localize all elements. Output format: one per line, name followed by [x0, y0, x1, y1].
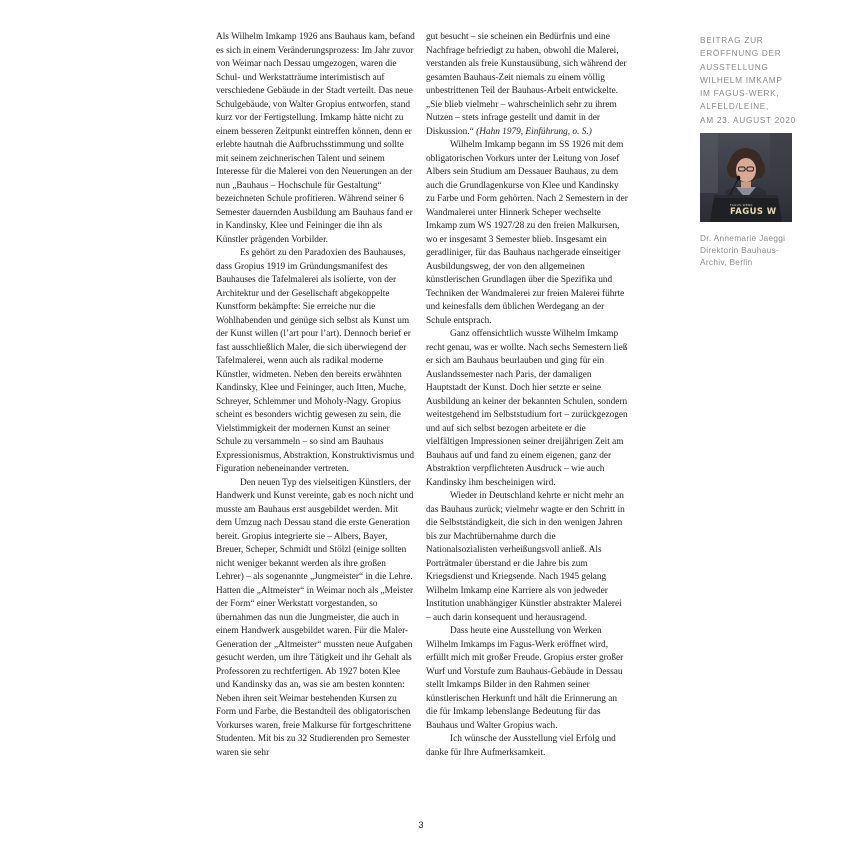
- body-paragraph: [216, 477, 416, 761]
- paragraph-text: Als Wilhelm Imkamp 1926 ans Bauhaus kam, befand es sich in einem Veränderungsprozess: Im Jahr zuvor von Weimar nach Dessau umgezogen, waren die Schul- und Werkstatträume interimistisch auf verschiedene Gebäude in der Stadt verteilt. Das neue Schulgebäude, von Walter Gropius entworfen, stand kurz vor der Fertigstellung. Imkamp hätte nicht zu einem besseren Zeitpunkt eintreffen können, denn er erlebte hautnah die Aufbruchsstimmung und sollte mit seinem zeichnerischen Talent und seinem Interesse für die Malerei von den Neuerungen an der nun „Bauhaus – Hochschule für Gestaltung“ bezeichneten Schule profitieren. Während seiner 6 Semester dauernden Ausbildung am Bauhaus fand er in Kandinsky, Klee und Feininger die ihn als Künstler prägenden Vorbilder.: [216, 32, 415, 245]
- sidebar-heading-line: WILHELM IMKAMP: [700, 74, 783, 85]
- sidebar-heading-line: ALFELD/LEINE,: [700, 101, 770, 112]
- article-column-left: [216, 31, 416, 760]
- caption-line: Dr. Annemarie Jaeggi: [700, 233, 786, 243]
- body-paragraph: [216, 247, 416, 477]
- speaker-portrait-photo: [700, 133, 792, 222]
- article-column-middle: [426, 31, 628, 760]
- page-number: 3: [418, 820, 424, 830]
- paragraph-text: Ganz offensichtlich wusste Wilhelm Imkamp recht genau, was er wollte. Nach sechs Semestern ließ er sich am Bauhaus beurlauben und ging für ein Auslandssemester nach Paris, der damaligen Hauptstadt der Kunst. Doch hier setzte er seine Ausbildung an keiner der bekannten Schulen, sondern weitestgehend im Selbststudium fort – zurückgezogen und auf sich selbst bezogen arbeitete er die vielfältigen Impressionen seiner dreijährigen Zeit am Bauhaus auf und fand zu einem eigenen, ganz der Abstraktion verpflichteten Ausdruck – wie auch Kandinsky ihm bescheinigen wird.: [426, 329, 628, 488]
- podium-label-small: FAGUS-WERK: [730, 203, 753, 207]
- sidebar-heading-line: AUSSTELLUNG: [700, 61, 769, 72]
- body-paragraph: [426, 625, 628, 733]
- paragraph-text: Dass heute eine Ausstellung von Werken Wilhelm Imkamps im Fagus-Werk eröffnet wird, erfüllt mich mit großer Freude. Gropius erster großer Wurf und Vorstufe zum Bauhaus-Gebäude in Dessau stellt Imkamps Bilder in den Rahmen seiner künstlerischen Herkunft und hält die Erinnerung an die für Imkamp lebenslange Bedeutung für das Bauhaus und Walter Gropius wach.: [426, 626, 624, 731]
- photo-caption: [700, 232, 812, 268]
- body-paragraph: [426, 31, 628, 139]
- sidebar-heading-line: ERÖFFNUNG DER: [700, 48, 782, 59]
- caption-line: Archiv, Berlin: [700, 257, 753, 267]
- paragraph-text: Wilhelm Imkamp begann im SS 1926 mit dem obligatorischen Vorkurs unter der Leitung von Josef Albers sein Studium am Dessauer Bauhaus, zu dem auch die Grundlagenkurse von Klee und Kandinsky zu Farbe und Form gehörten. Nach 2 Semestern in der Wandmalerei unter Hinnerk Scheper wechselte Imkamp zum WS 1927/28 zu den freien Malkursen, wo er insgesamt 3 Semester blieb. Insgesamt ein geradliniger, für das Bauhaus nachgerade einseitiger Ausbildungsweg, der von den allgemeinen künstlerischen Grundlagen über die Spezifika und Techniken der Wandmalerei zur freien Malerei führte und keinesfalls dem üblichen Werdegang an der Schule entsprach.: [426, 140, 628, 326]
- paragraph-text: gut besucht – sie scheinen ein Bedürfnis und eine Nachfrage befriedigt zu haben, obwohl die Malerei, verstanden als freie Kunstausübung, sich während der gesamten Bauhaus-Zeit niemals zu einem völlig unbestrittenen Teil der Bauhaus-Arbeit entwickelte. „Sie blieb vielmehr – wahrscheinlich sehr zu ihrem Nutzen – stets infrage gestellt und damit in der Diskussion.“: [426, 32, 627, 137]
- podium-label-large: FAGUS W: [730, 207, 777, 217]
- sidebar-heading-line: AM 23. AUGUST 2020: [700, 114, 796, 125]
- paragraph-text: Ich wünsche der Ausstellung viel Erfolg und danke für Ihre Aufmerksamkeit.: [426, 734, 616, 758]
- body-paragraph: [426, 733, 628, 760]
- paragraph-text: Den neuen Typ des vielseitigen Künstlers, der Handwerk und Kunst vereinte, gab es noch nicht und musste am Bauhaus erst ausgebildet werden. Mit dem Umzug nach Dessau stand die erste Generation bereit. Gropius integrierte sie – Albers, Bayer, Breuer, Scheper, Schmidt und Stölzl (einige sollten nicht weniger bekannt werden als ihre großen Lehrer) – als sogenannte „Jungmeister“ in die Lehre. Hatten die „Altmeister“ in Weimar noch als „Meister der Form“ einer Werkstatt vorgestanden, so übernahmen das nun die Jungmeister, die auch in einem Handwerk ausgebildet waren. Für die Maler-Generation der „Altmeister“ mussten neue Aufgaben gesucht werden, um ihre Tätigkeit und ihr Gehalt als Professoren zu rechtfertigen. Ab 1927 boten Klee und Kandinsky das an, was sie am besten konnten: Neben ihren seit Weimar bestehenden Kursen zu Form und Farbe, die Bestandteil des obligatorischen Vorkurses waren, freie Malkurse für fortgeschrittene Studenten. Mit bis zu 32 Studierenden pro Semester waren sie sehr: [216, 477, 414, 758]
- body-paragraph: [426, 328, 628, 490]
- body-paragraph: [426, 490, 628, 625]
- citation: (Hahn 1979, Einführung, o. S.): [473, 126, 592, 137]
- sidebar-heading-line: IM FAGUS-WERK,: [700, 88, 780, 99]
- caption-line: Direktorin Bauhaus-: [700, 245, 780, 255]
- body-paragraph: [216, 31, 416, 247]
- paragraph-text: Es gehört zu den Paradoxien des Bauhauses, dass Gropius 1919 im Gründungsmanifest des Bauhauses die Tafelmalerei als isolierte, von der Architektur und der Gesellschaft abgekoppelte Kunstform bekämpfte: Sie erreiche nur die Wohlhabenden und genüge sich selbst als Kunst um der Kunst willen (l’art pour l’art). Dennoch berief er fast ausschließlich Maler, die sich überwiegend der Tafelmalerei, wenn auch als radikal moderne Künstler, widmeten. Neben den bereits erwähnten Kandinsky, Klee und Feininger, auch Itten, Muche, Schreyer, Schlemmer und Moholy-Nagy. Gropius scheint es besonders wichtig gewesen zu sein, die Vielstimmigkeit der modernen Kunst an seiner Schule zu versammeln – so sind am Bauhaus Expressionismus, Abstraktion, Konstruktivismus und Figuration nebeneinander vertreten.: [216, 248, 415, 474]
- sidebar-heading: [700, 34, 812, 127]
- paragraph-text: Wieder in Deutschland kehrte er nicht mehr an das Bauhaus zurück; vielmehr wagte er den Schritt in die Selbstständigkeit, die sich in den wenigen Jahren bis zur Machtübernahme durch die Nationalsozialisten verheißungsvoll anließ. Als Porträtmaler überstand er die Jahre bis zum Kriegsdienst und Kriegsende. Nach 1945 gelang Wilhelm Imkamp eine Karriere als von jedweder Institution unabhängiger Künstler abstrakter Malerei – auch darin konsequent und herausragend.: [426, 491, 625, 623]
- body-paragraph: [426, 139, 628, 328]
- sidebar-heading-line: BEITRAG ZUR: [700, 35, 764, 45]
